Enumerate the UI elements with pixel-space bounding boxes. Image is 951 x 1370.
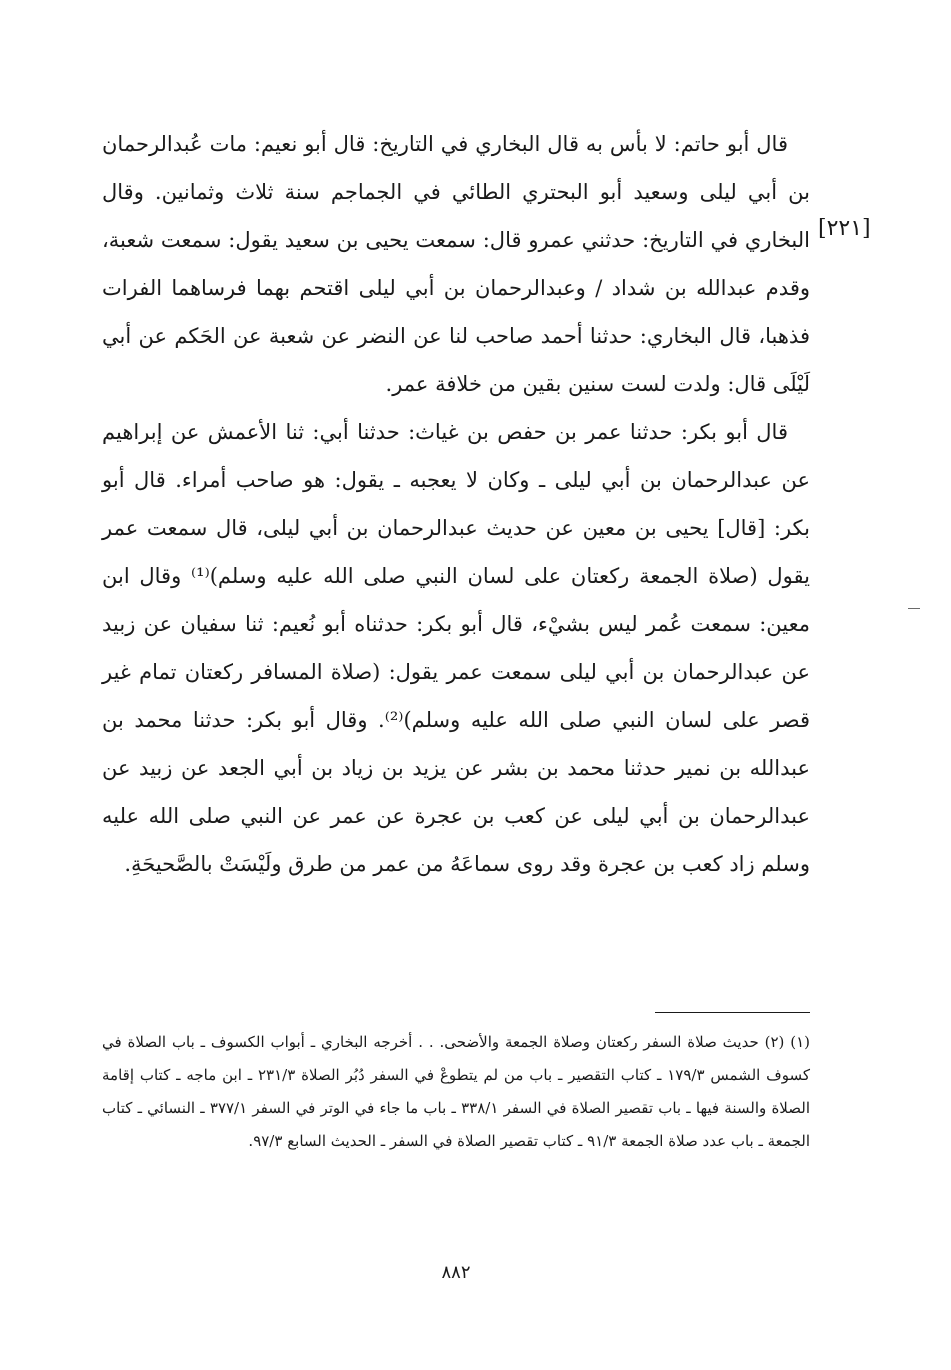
footnote-separator [655, 1012, 810, 1013]
footnote: (١) (٢) حديث صلاة السفر ركعتان وصلاة الجمعة والأضحى. . . أخرجه البخاري ـ أبواب الكسوف ـ باب الصلاة في كسوف الشمس ١٧٩/٣ ـ كتاب التقصير ـ باب من لم يتطوعْ في السفر دُبُر الصلاة ٢٣١/٣ ـ ابن ماجه ـ كتاب إقامة الصلاة والسنة فيها ـ باب تقصير الصلاة في السفر ٣٣٨/١ ـ باب ما جاء في الوتر في السفر ٣٧٧/١ ـ النسائي ـ كتاب الجمعة ـ باب عدد صلاة الجمعة ٩١/٣ ـ كتاب تقصير الصلاة في السفر ـ الحديث السابع ٩٧/٣. [102, 1033, 810, 1150]
margin-page-reference: [٢٢١] [818, 216, 871, 241]
page-number: ٨٨٢ [441, 1262, 471, 1283]
main-text [102, 120, 810, 888]
footnotes [102, 1026, 810, 1158]
paragraph: قال أبو بكر: حدثنا عمر بن حفص بن غياث: حدثنا أبي: ثنا الأعمش عن إبراهيم عن عبدالرحمان بن أبي ليلى ـ وكان لا يعجبه ـ يقول: هو صاحب أمراء. قال أبو بكر: [قال] يحيى بن معين عن حديث عبدالرحمان بن أبي ليلى، قال سمعت عمر يقول (صلاة الجمعة ركعتان على لسان النبي صلى الله عليه وسلم)⁽¹⁾ وقال ابن معين: سمعت عُمر ليس بشيْء، قال أبو بكر: حدثناه أبو نُعيم: ثنا سفيان عن زبيد عن عبدالرحمان بن أبي ليلى سمعت عمر يقول: (صلاة المسافر ركعتان تمام غير قصر على لسان النبي صلى الله عليه وسلم)⁽²⁾. وقال أبو بكر: حدثنا محمد بن عبدالله بن نمير حدثنا محمد بن بشر عن يزيد بن زياد بن أبي الجعد عن زبيد عن عبدالرحمان بن أبي ليلى عن كعب بن عجرة عن عمر عن النبي صلى الله عليه وسلم زاد كعب بن عجرة وقد روى سماعَهُ من عمر من طرق ولَيْسَتْ بالصَّحيحَةِ. [102, 420, 810, 876]
paragraph: قال أبو حاتم: لا بأس به قال البخاري في التاريخ: قال أبو نعيم: مات عُبدالرحمان بن أبي ليلى وسعيد أبو البحتري الطائي في الجماجم سنة ثلاث وثمانين. وقال البخاري في التاريخ: حدثني عمرو قال: سمعت يحيى بن سعيد يقول: سمعت شعبة، وقدم عبدالله بن شداد / وعبدالرحمان بن أبي ليلى اقتحم بهما فرساهما الفرات فذهبا، قال البخاري: حدثنا أحمد صاحب لنا عن النضر عن شعبة عن الحَكم عن أبي لَيْلَى قال: ولدت لست سنين بقين من خلافة عمر. [102, 132, 810, 396]
margin-mark [908, 608, 920, 609]
